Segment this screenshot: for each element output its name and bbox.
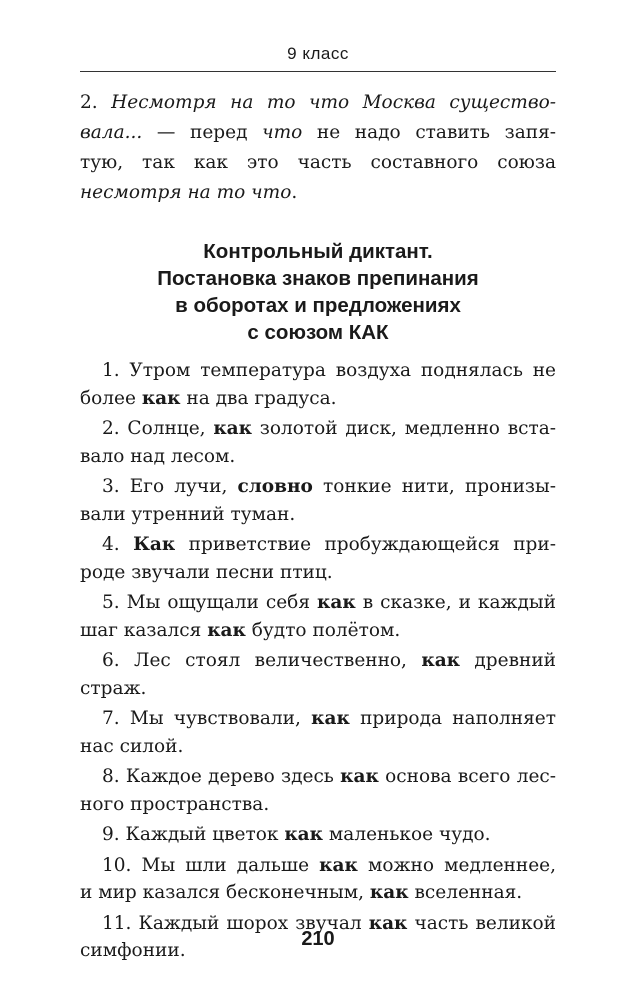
- list-item: 10. Мы шли дальше как можно медленнее, и мир казался бесконечным, как вселенная.: [80, 854, 556, 903]
- list-item: 5. Мы ощущали себя как в сказке, и каждый шаг казался как будто полётом.: [80, 592, 556, 641]
- list-item: 1. Утром температура воздуха поднялась не более как на два градуса.: [80, 360, 556, 409]
- page-content: [80, 82, 556, 965]
- running-header: 9 класс: [287, 44, 349, 63]
- list-item: 6. Лес стоял величественно, как древний страж.: [80, 650, 557, 699]
- list-item: 2. Солнце, как золотой диск, медленно вста- вало над лесом.: [80, 418, 557, 467]
- list-item: 11. Каждый шорох звучал как часть великой симфонии.: [80, 912, 556, 961]
- header-rule: [80, 71, 556, 72]
- page-number: 210: [301, 928, 335, 950]
- dictation-list: [80, 357, 556, 965]
- note-paragraph: 2. Несмотря на то что Москва существо- вала... — перед что не надо ставить запя- тую, так как это часть составного союза несмотря на то что.: [80, 92, 556, 203]
- list-item: 3. Его лучи, словно тонкие нити, пронизы- вали утренний туман.: [80, 476, 556, 525]
- list-item: 4. Как приветствие пробуждающейся при- роде звучали песни птиц.: [80, 534, 556, 583]
- section-title: Контрольный диктант. Постановка знаков препинания в оборотах и предложениях с союзом КАК: [157, 240, 479, 344]
- list-item: 7. Мы чувствовали, как природа наполняет нас силой.: [80, 708, 556, 757]
- list-item: 9. Каждый цветок как маленькое чудо.: [102, 824, 491, 845]
- list-item: 8. Каждое дерево здесь как основа всего лес- ного пространства.: [80, 766, 557, 815]
